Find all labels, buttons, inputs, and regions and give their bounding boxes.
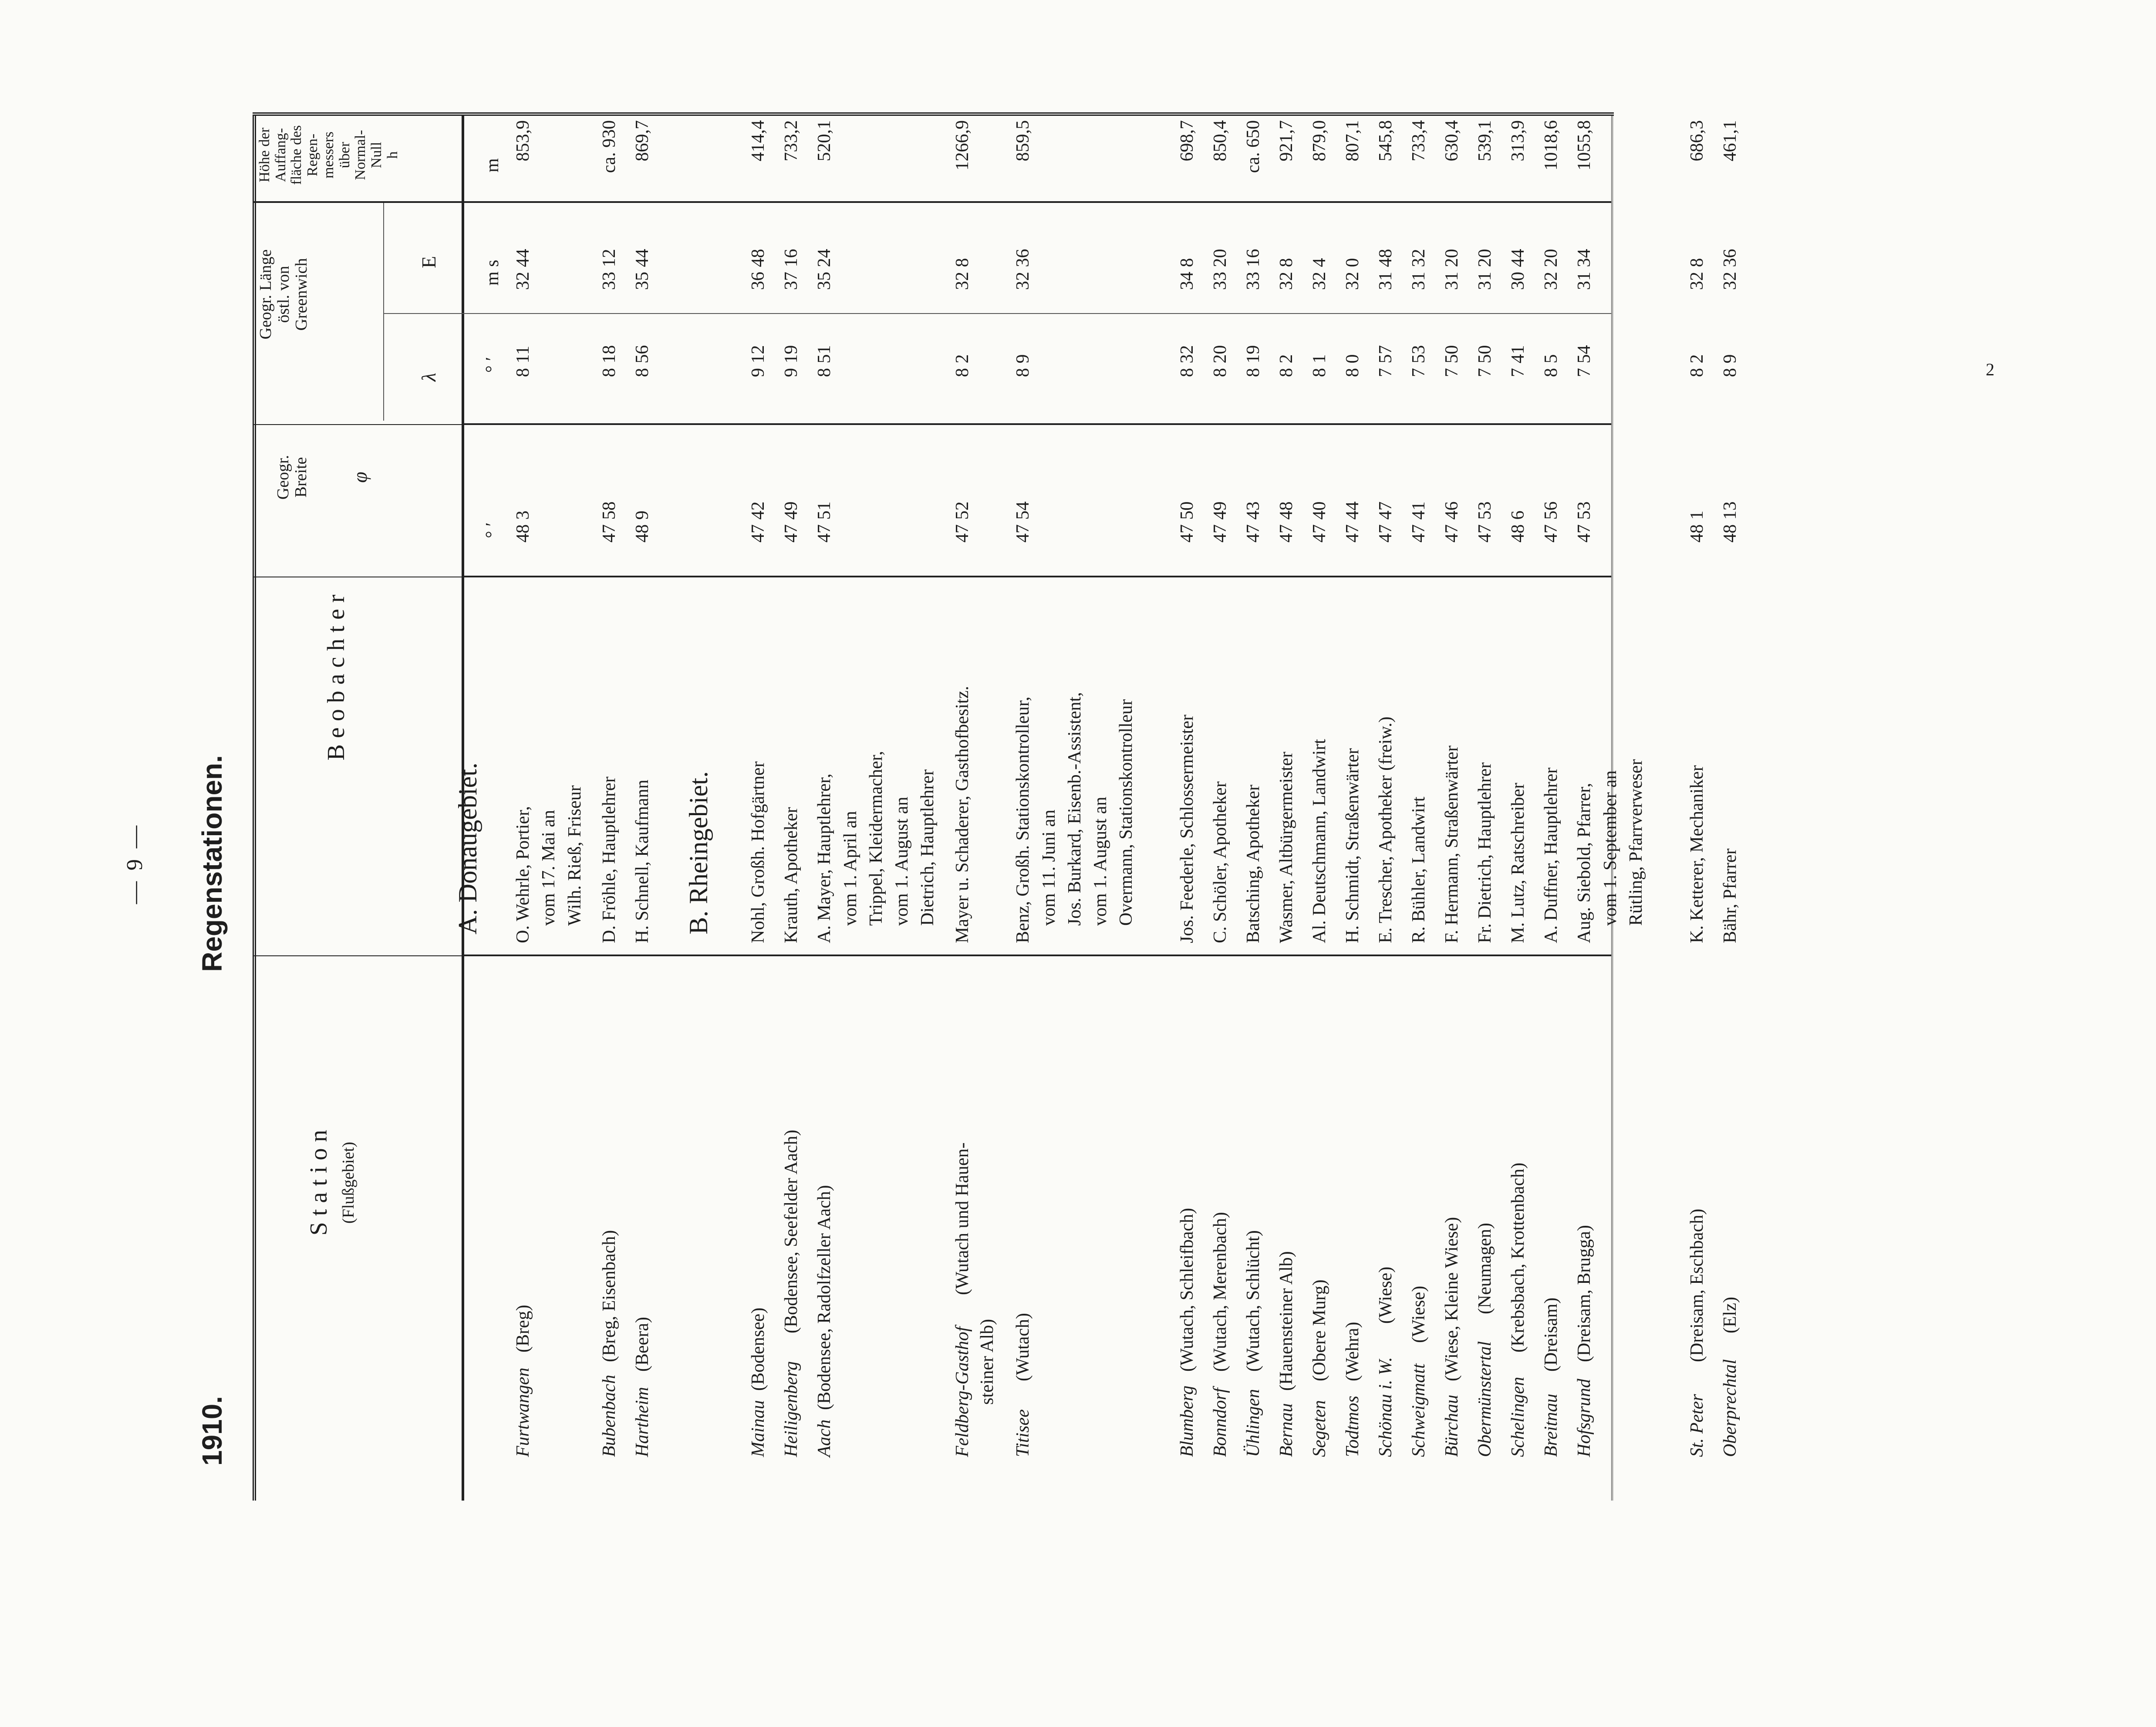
lat-value: 47 43 — [1243, 501, 1264, 543]
observer-line: Al. Deutschmann, Landwirt — [1309, 739, 1330, 943]
station-basin: (Wutach und Hauen- — [952, 1142, 973, 1295]
lat-value: 47 44 — [1343, 501, 1363, 543]
station-name: Aach — [814, 1419, 835, 1457]
lone-value: 30 44 — [1508, 249, 1528, 290]
station-basin: (Breg, Eisenbach) — [599, 1230, 620, 1362]
height-value: 1266,9 — [952, 120, 973, 171]
lat-value: 48 6 — [1508, 510, 1528, 543]
lone-value: 31 20 — [1442, 249, 1462, 290]
observer-line: A. Mayer, Hauptlehrer, — [814, 773, 835, 943]
lon-value: 8 9 — [1720, 354, 1740, 377]
lon-value: 8 0 — [1343, 354, 1363, 377]
lat-value: 47 46 — [1442, 501, 1462, 543]
station-basin: (Wutach, Merenbach) — [1210, 1212, 1231, 1372]
observer-line: H. Schnell, Kaufmann — [632, 779, 653, 943]
observer-line: Nohl, Großh. Hofgärtner — [748, 761, 769, 943]
observer-line: M. Lutz, Ratschreiber — [1508, 783, 1528, 943]
header-station: S t a t i o n — [305, 1130, 332, 1236]
lone-value: 33 12 — [599, 249, 620, 290]
lon-value: 8 2 — [1687, 354, 1707, 377]
lat-value: 47 56 — [1541, 501, 1562, 543]
height-value: 539,1 — [1475, 120, 1495, 162]
height-value: 686,3 — [1687, 120, 1707, 162]
station-name: Oberprechtal — [1720, 1359, 1740, 1457]
lat-value: 47 47 — [1376, 501, 1396, 543]
lon-value: 8 2 — [1276, 354, 1297, 377]
station-name: Furtwangen — [513, 1367, 533, 1457]
lone-value: 32 36 — [1720, 249, 1740, 290]
section-donaugebiet: A. Donaugebiet. — [453, 762, 482, 934]
station-basin: (Elz) — [1720, 1297, 1740, 1333]
lat-value: 47 49 — [781, 501, 802, 543]
station-basin: (Beera) — [632, 1317, 653, 1372]
lone-value: 33 20 — [1210, 249, 1231, 290]
station-basin: (Bodensee, Seefelder Aach) — [781, 1130, 802, 1333]
rule-station-observer — [462, 955, 1611, 956]
observer-line: vom 11. Juni an — [1039, 810, 1059, 926]
rule-h-station-observer — [253, 955, 462, 956]
station-name: St. Peter — [1687, 1394, 1707, 1457]
height-value: 733,2 — [781, 120, 802, 162]
observer-line: Jos. Burkard, Eisenb.-Assistent, — [1064, 692, 1085, 926]
station-name: Bubenbach — [599, 1375, 620, 1457]
header-station-sub: (Flußgebiet) — [339, 1142, 358, 1224]
station-name: Segeten — [1309, 1400, 1330, 1457]
station-name: Obermünstertal — [1475, 1341, 1495, 1457]
height-value: 1018,6 — [1541, 120, 1562, 171]
height-value: 313,9 — [1508, 120, 1528, 162]
station-name: Mainau — [748, 1400, 769, 1457]
section-rheingebiet: B. Rheingebiet. — [684, 771, 713, 934]
lone-value: 32 8 — [952, 258, 973, 290]
lone-value: 31 48 — [1376, 249, 1396, 290]
lone-units: m s — [482, 260, 503, 286]
margin-mark: 2 — [1986, 360, 1994, 379]
lon-value: 9 12 — [748, 345, 769, 377]
station-basin: (Neumagen) — [1475, 1223, 1495, 1314]
table-right-rule — [253, 112, 1614, 116]
observer-line: Jos. Feederle, Schlossermeister — [1177, 715, 1198, 943]
station-basin-cont: steiner Alb) — [977, 1319, 998, 1405]
observer-line: F. Hermann, Straßenwärter — [1442, 745, 1462, 943]
observer-line: Fr. Dietrich, Hauptlehrer — [1475, 762, 1495, 943]
rule-observer-lat — [462, 576, 1611, 577]
station-basin: (Wiese) — [1376, 1266, 1396, 1324]
station-name: Titisee — [1013, 1409, 1033, 1457]
station-name: Feldberg-Gasthof — [952, 1326, 973, 1457]
station-name: Bürchau — [1442, 1394, 1462, 1457]
lon-value: 8 1 — [1309, 354, 1330, 377]
observer-line: H. Schmidt, Straßenwärter — [1343, 748, 1363, 943]
lat-value: 47 42 — [748, 501, 769, 543]
header-height: Höhe der Auffang- fläche des Regen- messers über Normal- Null h — [256, 125, 401, 185]
station-basin: (Dreisam) — [1541, 1297, 1562, 1372]
station-name: Breitnau — [1541, 1393, 1562, 1457]
observer-line: R. Bühler, Landwirt — [1409, 796, 1429, 943]
lon-value: 8 2 — [952, 354, 973, 377]
observer-line: E. Trescher, Apotheker (freiw.) — [1376, 716, 1396, 943]
lon-value: 8 9 — [1013, 354, 1033, 377]
header-lon-sym: λ — [418, 373, 440, 381]
station-basin: (Bodensee, Radolfzeller Aach) — [814, 1185, 835, 1410]
observer-line: O. Wehrle, Portier, — [513, 806, 533, 943]
observer-line: K. Ketterer, Mechaniker — [1687, 765, 1707, 943]
station-name: Schelingen — [1508, 1376, 1528, 1457]
observer-line: vom 17. Mai an — [539, 810, 559, 926]
observer-line: Wasmer, Altbürgermeister — [1276, 752, 1297, 943]
lat-units: ° ′ — [482, 522, 503, 538]
year-label: 1910. — [196, 1396, 228, 1466]
station-name: Hartheim — [632, 1387, 653, 1457]
station-name: Schönau i. W. — [1376, 1357, 1396, 1457]
lon-value: 8 51 — [814, 345, 835, 377]
header-observer: B e o b a c h t e r — [323, 594, 350, 761]
lone-value: 32 8 — [1687, 258, 1707, 290]
height-value: ca. 930 — [599, 120, 620, 173]
observer-line: Aug. Siebold, Pfarrer, — [1574, 783, 1595, 943]
lon-value: 8 11 — [513, 346, 533, 377]
lone-value: 31 34 — [1574, 249, 1595, 290]
station-basin: (Dreisam, Eschbach) — [1687, 1208, 1707, 1362]
lon-value: 7 41 — [1508, 345, 1528, 377]
lat-value: 47 41 — [1409, 501, 1429, 543]
height-value: 921,7 — [1276, 120, 1297, 162]
lat-value: 47 49 — [1210, 501, 1231, 543]
lon-value: 7 57 — [1376, 345, 1396, 377]
station-basin: (Wutach, Schlücht) — [1243, 1230, 1264, 1372]
observer-line: vom 1. August an — [1090, 796, 1111, 926]
height-value: 850,4 — [1210, 120, 1231, 162]
station-basin: (Bodensee) — [748, 1307, 769, 1391]
lat-value: 47 40 — [1309, 501, 1330, 543]
height-value: 630,4 — [1442, 120, 1462, 162]
station-name: Bernau — [1276, 1403, 1297, 1457]
lat-value: 47 58 — [599, 501, 620, 543]
station-name: Blumberg — [1177, 1385, 1198, 1457]
observer-line: D. Fröhle, Hauptlehrer — [599, 776, 620, 943]
lone-value: 32 20 — [1541, 249, 1562, 290]
lone-value: 35 44 — [632, 249, 653, 290]
lat-value: 48 9 — [632, 510, 653, 543]
observer-line: vom 1. April an — [840, 811, 860, 926]
lone-value: 32 44 — [513, 249, 533, 290]
station-basin: (Wutach, Schleifbach) — [1177, 1208, 1198, 1372]
lone-value: 36 48 — [748, 249, 769, 290]
rule-lon-height — [253, 201, 1611, 203]
station-name: Heiligenberg — [781, 1361, 802, 1457]
lat-value: 47 48 — [1276, 501, 1297, 543]
lon-value: 8 20 — [1210, 345, 1231, 377]
lat-value: 47 52 — [952, 501, 973, 543]
observer-line: Rütling, Pfarrverweser — [1626, 759, 1646, 926]
lat-value: 47 54 — [1013, 501, 1033, 543]
observer-line: Benz, Großh. Stationskontrolleur, — [1013, 696, 1033, 943]
lon-value: 8 56 — [632, 345, 653, 377]
height-value: 461,1 — [1720, 120, 1740, 162]
lon-value: 7 50 — [1442, 345, 1462, 377]
height-value: 1055,8 — [1574, 120, 1595, 171]
lat-value: 48 13 — [1720, 501, 1740, 543]
observer-line: Wilh. Rieß, Friseur — [564, 785, 585, 926]
rule-h-lon-under — [383, 203, 384, 421]
height-value: ca. 650 — [1243, 120, 1264, 173]
station-basin: (Hauensteiner Alb) — [1276, 1251, 1297, 1391]
observer-line: Overmann, Stationskontrolleur — [1116, 699, 1137, 926]
lone-value: 35 24 — [814, 249, 835, 290]
height-value: 733,4 — [1409, 120, 1429, 162]
lon-value: 9 19 — [781, 345, 802, 377]
rule-h-lon-split — [383, 313, 462, 314]
lon-value: 7 50 — [1475, 345, 1495, 377]
station-name: Ühlingen — [1243, 1389, 1264, 1457]
observer-line: Trippel, Kleidermacher, — [866, 751, 886, 926]
observer-line: vom 1. August an — [892, 796, 912, 926]
lon-value: 7 54 — [1574, 345, 1595, 377]
lone-value: 33 16 — [1243, 249, 1264, 290]
lon-value: 8 19 — [1243, 345, 1264, 377]
lone-value: 34 8 — [1177, 258, 1198, 290]
station-name: Hofsgrund — [1574, 1379, 1595, 1457]
lon-value: 8 32 — [1177, 345, 1198, 377]
height-value: 520,1 — [814, 120, 835, 162]
station-basin: (Krebsbach, Krottenbach) — [1508, 1162, 1528, 1353]
station-basin: (Wiese, Kleine Wiese) — [1442, 1217, 1462, 1381]
lone-value: 32 8 — [1276, 258, 1297, 290]
lon-value: 8 5 — [1541, 354, 1562, 377]
page-title: Regenstationen. — [196, 755, 228, 972]
observer-line: Bähr, Pfarrer — [1720, 848, 1740, 943]
lone-value: 37 16 — [781, 249, 802, 290]
station-basin: (Wehra) — [1343, 1322, 1363, 1381]
table-top-rule — [253, 116, 256, 1501]
lone-value: 32 0 — [1343, 258, 1363, 290]
header-lon-sym-e: E — [418, 256, 440, 268]
lat-value: 48 3 — [513, 510, 533, 543]
lone-value: 32 4 — [1309, 258, 1330, 290]
header-lat: Geogr. Breite φ — [274, 455, 371, 500]
station-name: Bonndorf — [1210, 1388, 1231, 1457]
observer-line: Batsching, Apotheker — [1243, 785, 1264, 943]
observer-line: A. Duffner, Hauptlehrer — [1541, 767, 1562, 943]
height-value: 853,9 — [513, 120, 533, 162]
lon-value: 7 53 — [1409, 345, 1429, 377]
observer-line: Mayer u. Schaderer, Gasthofbesitz. — [952, 686, 973, 943]
station-name: Schweigmatt — [1409, 1363, 1429, 1457]
lat-value: 47 51 — [814, 501, 835, 543]
rule-h-lat-lon — [253, 424, 462, 425]
lat-value: 47 53 — [1574, 501, 1595, 543]
station-basin: (Obere Murg) — [1309, 1279, 1330, 1381]
lone-value: 31 20 — [1475, 249, 1495, 290]
height-value: 807,1 — [1343, 120, 1363, 162]
height-value: 879,0 — [1309, 120, 1330, 162]
height-value: 545,8 — [1376, 120, 1396, 162]
lat-value: 47 50 — [1177, 501, 1198, 543]
station-basin: (Breg) — [513, 1305, 533, 1353]
height-value: 869,7 — [632, 120, 653, 162]
page-number: — 9 — — [122, 823, 147, 904]
lat-value: 47 53 — [1475, 501, 1495, 543]
lone-value: 32 36 — [1013, 249, 1033, 290]
station-basin: (Wiese) — [1409, 1285, 1429, 1343]
lat-value: 48 1 — [1687, 510, 1707, 543]
height-value: 414,4 — [748, 120, 769, 162]
height-value: 698,7 — [1177, 120, 1198, 162]
observer-line: Dietrich, Hauptlehrer — [918, 769, 938, 926]
lone-value: 31 32 — [1409, 249, 1429, 290]
height-value: 859,5 — [1013, 120, 1033, 162]
station-basin: (Wutach) — [1013, 1313, 1033, 1381]
rule-lon-split — [462, 313, 1611, 314]
observer-line: vom 1. September an — [1600, 770, 1620, 926]
header-lon: Geogr. Länge östl. von Greenwich — [256, 249, 311, 340]
rule-lat-lon — [462, 423, 1611, 425]
observer-line: C. Schöler, Apotheker — [1210, 781, 1231, 943]
lon-value: 8 18 — [599, 345, 620, 377]
lon-units: ° ′ — [482, 357, 503, 373]
observer-line: Krauth, Apotheker — [781, 807, 802, 943]
station-basin: (Dreisam, Brugga) — [1574, 1225, 1595, 1362]
height-units: m — [482, 158, 503, 172]
station-name: Todtmos — [1343, 1396, 1363, 1457]
